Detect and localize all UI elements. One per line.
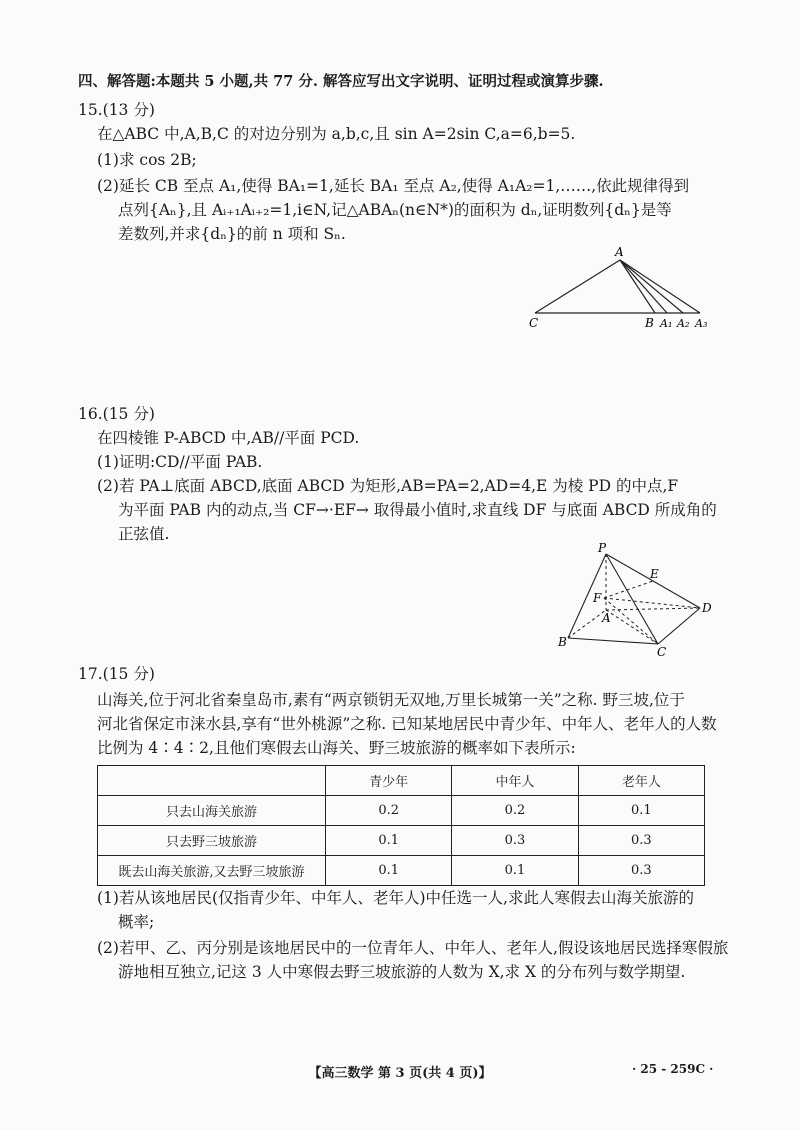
q17-intro-line1: 山海关,位于河北省秦皇岛市,素有“两京锁钥无双地,万里长城第一关”之称. 野三坡,位于 xyxy=(97,691,685,709)
page-footer-label: 【高三数学 第 3 页(共 4 页)】 xyxy=(308,1066,492,1081)
q16-label-p: P xyxy=(598,541,607,555)
q17-probability-table xyxy=(97,765,705,886)
q17-intro-line2: 河北省保定市涞水县,享有“世外桃源”之称. 已知某地居民中青少年、中年人、老年人的人数 xyxy=(97,715,717,733)
table-cell: 只去野三坡旅游 xyxy=(98,826,326,856)
table-cell: 只去山海关旅游 xyxy=(98,796,326,826)
q16-number: 16.(15 分) xyxy=(78,405,155,423)
q16-part1: (1)证明:CD//平面 PAB. xyxy=(97,453,263,471)
table-header-cell: 青少年 xyxy=(326,766,452,796)
q15-triangle-figure xyxy=(515,245,715,335)
q16-label-b: B xyxy=(558,635,567,649)
q17-part2-line1: (2)若甲、乙、丙分别是该地居民中的一位青年人、中年人、老年人,假设该地居民选择寒假旅 xyxy=(97,939,729,957)
table-row xyxy=(98,796,705,826)
table-cell: 0.1 xyxy=(578,796,704,826)
q17-intro-line3: 比例为 4∶4∶2,且他们寒假去山海关、野三坡旅游的概率如下表所示: xyxy=(97,739,576,757)
table-cell: 0.1 xyxy=(452,856,578,886)
q15-label-a3: A₃ xyxy=(695,317,708,330)
table-row xyxy=(98,856,705,886)
page-footer-code: · 25 - 259C · xyxy=(632,1062,714,1076)
q15-label-a1: A₁ xyxy=(660,317,673,330)
section-heading: 四、解答题:本题共 5 小题,共 77 分. 解答应写出文字说明、证明过程或演算步骤. xyxy=(78,73,604,90)
table-cell: 0.3 xyxy=(452,826,578,856)
table-header-cell xyxy=(98,766,326,796)
table-cell: 0.2 xyxy=(326,796,452,826)
q16-label-c: C xyxy=(657,645,667,659)
q15-part2-line1: (2)延长 CB 至点 A₁,使得 BA₁=1,延长 BA₁ 至点 A₂,使得 A₁A₂=1,……,依此规律得到 xyxy=(97,177,690,195)
q15-stem: 在△ABC 中,A,B,C 的对边分别为 a,b,c,且 sin A=2sin C,a=6,b=5. xyxy=(97,125,576,143)
table-cell: 0.3 xyxy=(578,856,704,886)
table-header-row xyxy=(98,766,705,796)
table-row xyxy=(98,826,705,856)
q16-pyramid-figure xyxy=(550,540,720,660)
table-header-cell: 中年人 xyxy=(452,766,578,796)
q17-part1-line2: 概率; xyxy=(118,913,155,931)
q15-label-b: B xyxy=(645,316,654,330)
q16-part2-line1: (2)若 PA⊥底面 ABCD,底面 ABCD 为矩形,AB=PA=2,AD=4,E 为棱 PD 的中点,F xyxy=(97,477,679,495)
q16-part2-line3: 正弦值. xyxy=(118,525,170,543)
q15-label-a: A xyxy=(615,245,624,259)
q15-number: 15.(13 分) xyxy=(78,101,155,119)
q15-label-a2: A₂ xyxy=(677,317,690,330)
q16-part2-line2: 为平面 PAB 内的动点,当 CF→·EF→ 取得最小值时,求直线 DF 与底面 ABCD 所成角的 xyxy=(118,501,717,519)
q15-part1: (1)求 cos 2B; xyxy=(97,151,197,169)
q15-part2-line3: 差数列,并求{dₙ}的前 n 项和 Sₙ. xyxy=(118,225,346,243)
q16-label-a: A xyxy=(602,611,611,625)
table-cell: 0.3 xyxy=(578,826,704,856)
table-cell: 0.1 xyxy=(326,826,452,856)
q15-label-c: C xyxy=(529,316,539,330)
q16-label-f: F xyxy=(593,591,602,605)
q15-part2-line2: 点列{Aₙ},且 Aᵢ₊₁Aᵢ₊₂=1,i∈N,记△ABAₙ(n∈N*)的面积为 dₙ,证明数列{dₙ}是等 xyxy=(118,201,672,219)
table-cell: 既去山海关旅游,又去野三坡旅游 xyxy=(98,856,326,886)
q16-label-d: D xyxy=(702,601,712,615)
table-header-cell: 老年人 xyxy=(578,766,704,796)
table-cell: 0.1 xyxy=(326,856,452,886)
q16-label-e: E xyxy=(650,567,659,581)
q17-part1-line1: (1)若从该地居民(仅指青少年、中年人、老年人)中任选一人,求此人寒假去山海关旅游的 xyxy=(97,889,694,907)
q17-number: 17.(15 分) xyxy=(78,665,155,683)
q17-part2-line2: 游地相互独立,记这 3 人中寒假去野三坡旅游的人数为 X,求 X 的分布列与数学期望. xyxy=(118,963,686,981)
table-cell: 0.2 xyxy=(452,796,578,826)
q16-stem: 在四棱锥 P-ABCD 中,AB//平面 PCD. xyxy=(97,429,360,447)
